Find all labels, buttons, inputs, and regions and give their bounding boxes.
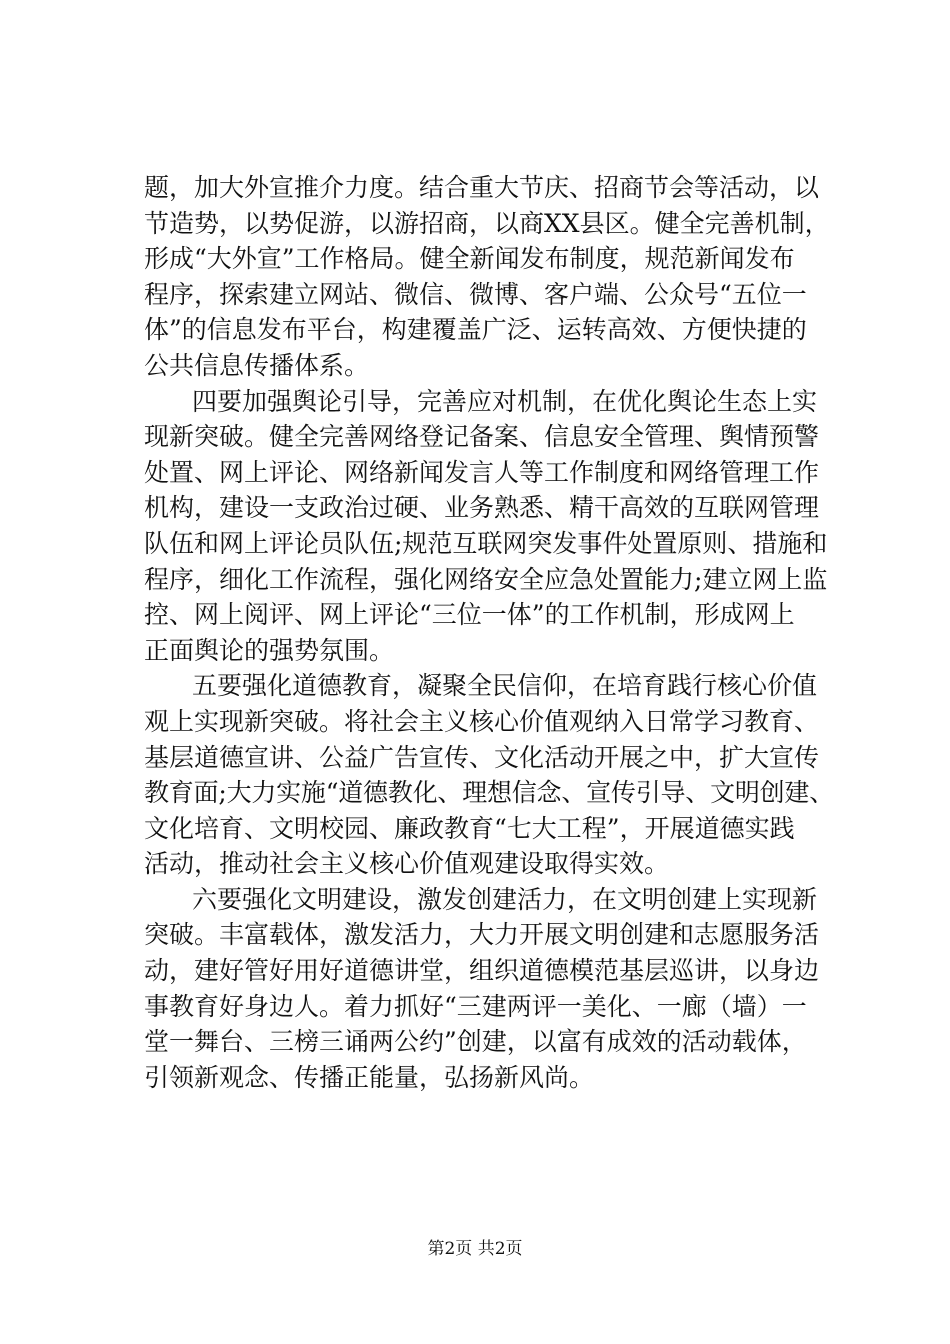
text-line: 现新突破。健全完善网络登记备案、信息安全管理、舆情预警 — [144, 422, 820, 452]
text-line: 文化培育、文明校园、廉政教育“七大工程”，开展道德实践 — [144, 813, 795, 843]
text-line: 六要强化文明建设，激发创建活力，在文明创建上实现新 — [192, 884, 818, 914]
paragraph — [144, 170, 834, 384]
text-line: 基层道德宣讲、公益广告宣传、文化活动开展之中，扩大宣传 — [144, 742, 820, 772]
text-line: 突破。丰富载体，激发活力，大力开展文明创建和志愿服务活 — [144, 920, 820, 950]
paragraph — [144, 384, 834, 669]
paragraph — [144, 882, 834, 1096]
text-line: 处置、网上评论、网络新闻发言人等工作制度和网络管理工作 — [144, 457, 820, 487]
text-line: 堂一舞台、三榜三诵两公约”创建，以富有成效的活动载体， — [144, 1027, 807, 1057]
text-line: 题，加大外宣推介力度。结合重大节庆、招商节会等活动，以 — [144, 173, 820, 202]
document-body — [144, 170, 834, 1095]
text-line: 体”的信息发布平台，构建覆盖广泛、运转高效、方便快捷的 — [144, 315, 807, 345]
text-line: 四要加强舆论引导，完善应对机制，在优化舆论生态上实 — [192, 386, 818, 416]
text-line: 正面舆论的强势氛围。 — [144, 635, 395, 665]
text-line: 控、网上阅评、网上评论“三位一体”的工作机制，形成网上 — [144, 600, 795, 630]
text-line: 活动，推动社会主义核心价值观建设取得实效。 — [144, 849, 670, 879]
text-line: 程序，细化工作流程，强化网络安全应急处置能力;建立网上监 — [144, 564, 828, 594]
text-line: 教育面;大力实施“道德教化、理想信念、宣传引导、文明创建、 — [144, 778, 834, 808]
text-line: 事教育好身边人。着力抓好“三建两评一美化、一廊（墙）一 — [144, 991, 807, 1021]
text-line: 形成“大外宣”工作格局。健全新闻发布制度，规范新闻发布 — [144, 244, 795, 274]
page-indicator: 第2页 共2页 — [427, 1239, 523, 1259]
text-line: 观上实现新突破。将社会主义核心价值观纳入日常学习教育、 — [144, 706, 820, 736]
text-line: 五要强化道德教育，凝聚全民信仰，在培育践行核心价值 — [192, 671, 818, 701]
text-line: 引领新观念、传播正能量，弘扬新风尚。 — [144, 1062, 595, 1092]
paragraph — [144, 668, 834, 882]
text-line: 节造势，以势促游，以游招商，以商XX县区。健全完善机制， — [144, 208, 830, 238]
page-footer — [0, 1237, 950, 1261]
text-line: 队伍和网上评论员队伍;规范互联网突发事件处置原则、措施和 — [144, 528, 828, 558]
text-line: 机构，建设一支政治过硬、业务熟悉、精干高效的互联网管理 — [144, 493, 820, 523]
text-line: 公共信息传播体系。 — [144, 350, 370, 380]
text-line: 程序，探索建立网站、微信、微博、客户端、公众号“五位一 — [144, 279, 807, 309]
text-line: 动，建好管好用好道德讲堂，组织道德模范基层巡讲，以身边 — [144, 956, 820, 986]
